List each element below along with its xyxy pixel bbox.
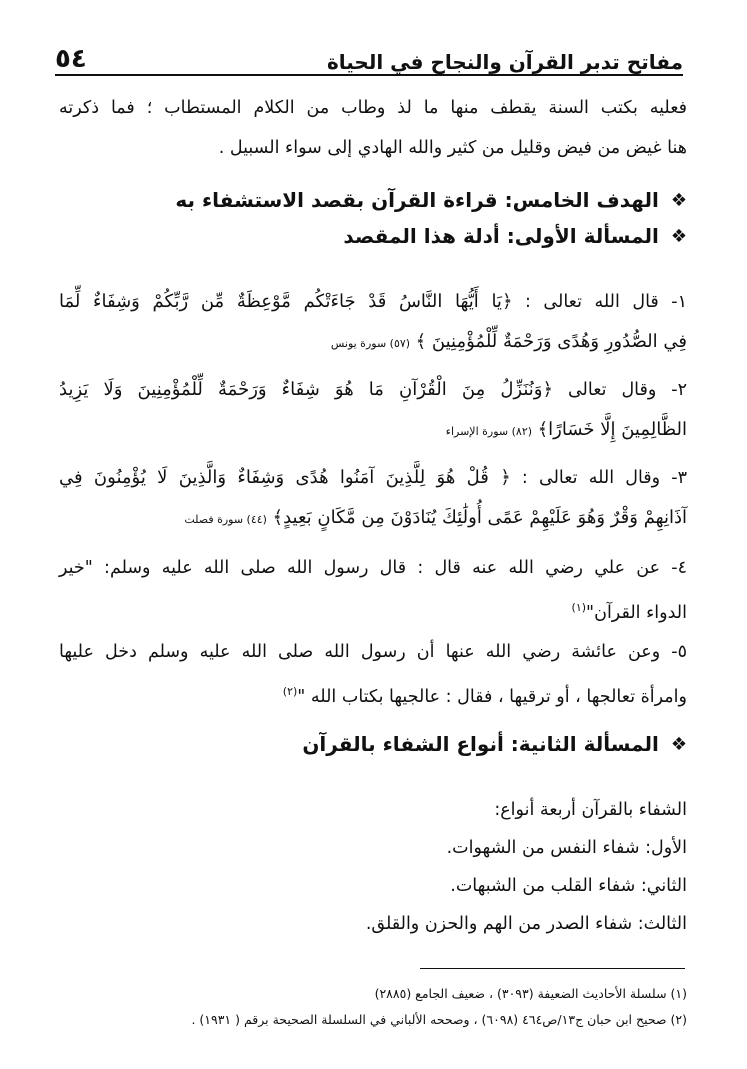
heading-goal-5: [175, 188, 687, 212]
evidence-4-line-2: [59, 588, 687, 633]
goal-5-title: الهدف الخامس: قراءة القرآن بقصد الاستشفاء به: [175, 188, 659, 212]
evidence-1-line-2: [59, 322, 687, 364]
evidence-1-intro: ١- قال الله تعالى :: [525, 292, 687, 312]
footnote-marker-2: (٢): [282, 685, 298, 698]
header-rule: [55, 74, 683, 76]
evidence-1-reference: (٥٧) سورة يونس: [330, 337, 411, 350]
evidence-2-intro: ٢- وقال تعالى: [567, 380, 687, 400]
evidence-1-verse-2: فِي الصُّدُورِ وَهُدًى وَرَحْمَةٌ لِّلْمُؤْمِنِينَ ﴾: [415, 331, 687, 352]
running-title: مفاتح تدبر القرآن والنجاح في الحياة: [326, 50, 683, 74]
page-header: [55, 36, 683, 72]
evidence-2-verse-1: ﴿وَنُنَزِّلُ مِنَ الْقُرْآنِ مَا هُوَ شِفَاءٌ وَرَحْمَةٌ لِّلْمُؤْمِنِينَ وَلَا يَزِيدُ: [59, 379, 554, 400]
evidence-2-verse-2: الظَّالِمِينَ إِلَّا خَسَارًا﴾: [537, 419, 687, 440]
bullet-icon: ❖: [670, 189, 687, 211]
evidence-4-line-1: ٤- عن علي رضي الله عنه قال : قال رسول الله صلى الله عليه وسلم: "خير: [59, 558, 687, 578]
heading-issue-2: [302, 732, 687, 756]
intro-line-2: هنا غيض من فيض وقليل من كثير والله الهادي إلى سواء السبيل .: [218, 138, 687, 158]
type-second: الثاني: شفاء القلب من الشبهات.: [450, 876, 687, 896]
evidence-3-line-1: [59, 458, 687, 498]
intro-line-1: فعليه بكتب السنة يقطف منها ما لذ وطاب من الكلام المستطاب ؛ فما ذكرته: [59, 98, 687, 118]
types-intro: الشفاء بالقرآن أربعة أنواع:: [494, 800, 687, 820]
evidence-5-line-2: [59, 672, 687, 717]
footnote-separator: [420, 968, 685, 969]
evidence-4-text: الدواء القرآن": [586, 602, 687, 623]
evidence-1-line-1: [59, 282, 687, 322]
type-first: الأول: شفاء النفس من الشهوات.: [446, 838, 687, 858]
bullet-icon: ❖: [670, 225, 687, 247]
footnote-1: (١) سلسلة الأحاديث الضعيفة (٣٠٩٣) ، ضعيف الجامع (٢٨٨٥): [374, 986, 687, 1001]
evidence-2-reference: (٨٢) سورة الإسراء: [445, 425, 533, 438]
evidence-2-line-2: [59, 410, 687, 452]
evidence-5-text: وامرأة تعالجها ، أو ترقيها ، فقال : عالجيها بكتاب الله ": [297, 686, 687, 707]
evidence-2-line-1: [59, 370, 687, 410]
footnote-marker-1: (١): [571, 601, 587, 614]
evidence-3-verse-1: ﴿ قُلْ هُوَ لِلَّذِينَ آمَنُوا هُدًى وَشِفَاءٌ وَالَّذِينَ لَا يُؤْمِنُونَ فِي: [59, 467, 511, 488]
evidence-3-line-2: [59, 498, 687, 540]
footnote-2: (٢) صحيح ابن حبان ج١٣/ص٤٦٤ (٦٠٩٨) ، وصححه الألباني في السلسلة الصحيحة برقم ( ١٩٣١) .: [191, 1012, 687, 1027]
issue-2-title: المسألة الثانية: أنواع الشفاء بالقرآن: [302, 732, 659, 756]
evidence-3-intro: ٣- وقال الله تعالى :: [521, 468, 687, 488]
evidence-3-reference: (٤٤) سورة فصلت: [184, 513, 267, 526]
page-number: ٥٤: [55, 44, 87, 74]
evidence-3-verse-2: آذَانِهِمْ وَقْرٌ وَهُوَ عَلَيْهِمْ عَمًى أُولَٰئِكَ يُنَادَوْنَ مِن مَّكَانٍ بَعِيدٍ﴾: [272, 507, 687, 528]
type-third: الثالث: شفاء الصدر من الهم والحزن والقلق.: [365, 914, 687, 934]
heading-issue-1: [343, 224, 687, 248]
issue-1-title: المسألة الأولى: أدلة هذا المقصد: [343, 224, 659, 248]
evidence-5-line-1: ٥- وعن عائشة رضي الله عنها أن رسول الله صلى الله عليه وسلم دخل عليها: [59, 642, 687, 662]
bullet-icon: ❖: [670, 733, 687, 755]
evidence-1-verse-1: ﴿يَا أَيُّهَا النَّاسُ قَدْ جَاءَتْكُم مَّوْعِظَةٌ مِّن رَّبِّكُمْ وَشِفَاءٌ لِّمَا: [59, 291, 513, 312]
